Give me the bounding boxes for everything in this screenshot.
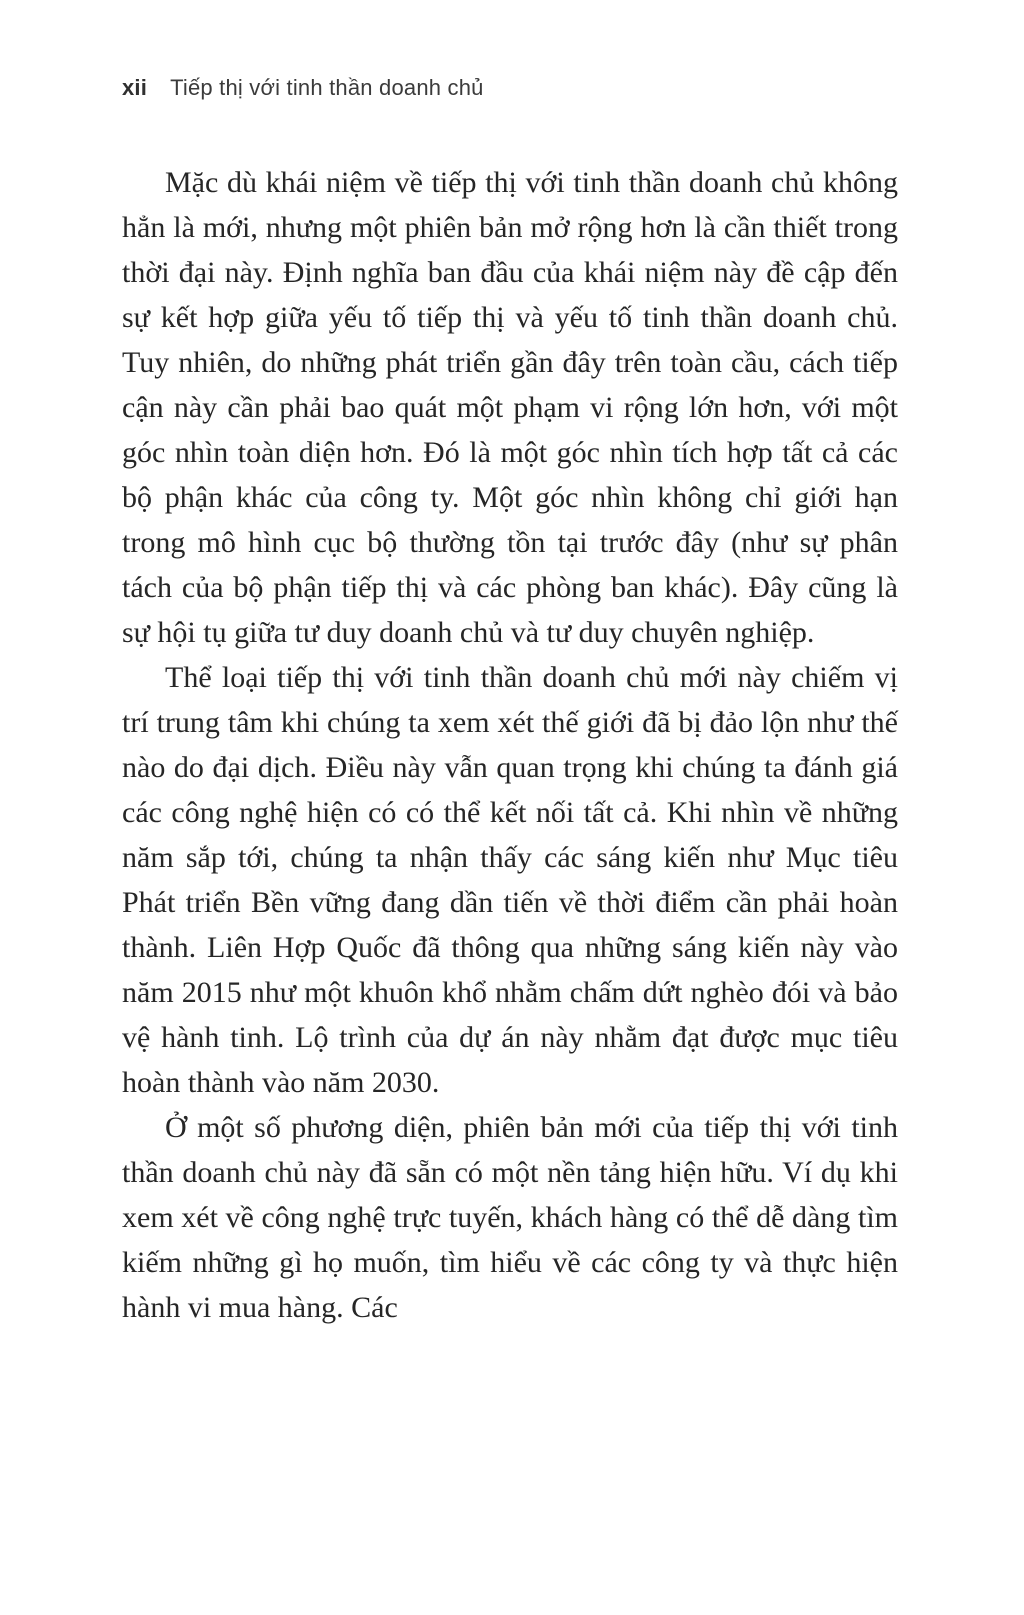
body-text (122, 160, 898, 1330)
paragraph-2: Thể loại tiếp thị với tinh thần doanh chủ mới này chiếm vị trí trung tâm khi chúng ta xem xét thế giới đã bị đảo lộn như thế nào do đại dịch. Điều này vẫn quan trọng khi chúng ta đánh giá các công nghệ hiện có có thể kết nối tất cả. Khi nhìn về những năm sắp tới, chúng ta nhận thấy các sáng kiến như Mục tiêu Phát triển Bền vững đang dần tiến về thời điểm cần phải hoàn thành. Liên Hợp Quốc đã thông qua những sáng kiến này vào năm 2015 như một khuôn khổ nhằm chấm dứt nghèo đói và bảo vệ hành tinh. Lộ trình của dự án này nhằm đạt được mục tiêu hoàn thành vào năm 2030. (122, 661, 898, 1099)
running-title: Tiếp thị với tinh thần doanh chủ (170, 75, 484, 100)
running-header (122, 74, 484, 102)
paragraph-1: Mặc dù khái niệm về tiếp thị với tinh thần doanh chủ không hẳn là mới, nhưng một phiên bản mở rộng hơn là cần thiết trong thời đại này. Định nghĩa ban đầu của khái niệm này đề cập đến sự kết hợp giữa yếu tố tiếp thị và yếu tố tinh thần doanh chủ. Tuy nhiên, do những phát triển gần đây trên toàn cầu, cách tiếp cận này cần phải bao quát một phạm vi rộng lớn hơn, với một góc nhìn toàn diện hơn. Đó là một góc nhìn tích hợp tất cả các bộ phận khác của công ty. Một góc nhìn không chỉ giới hạn trong mô hình cục bộ thường tồn tại trước đây (như sự phân tách của bộ phận tiếp thị và các phòng ban khác). Đây cũng là sự hội tụ giữa tư duy doanh chủ và tư duy chuyên nghiệp. (122, 166, 898, 649)
page-number: xii (122, 75, 148, 100)
paragraph-3: Ở một số phương diện, phiên bản mới của tiếp thị với tinh thần doanh chủ này đã sẵn có một nền tảng hiện hữu. Ví dụ khi xem xét về công nghệ trực tuyến, khách hàng có thể dễ dàng tìm kiếm những gì họ muốn, tìm hiểu về các công ty và thực hiện hành vi mua hàng. Các (122, 1111, 898, 1324)
